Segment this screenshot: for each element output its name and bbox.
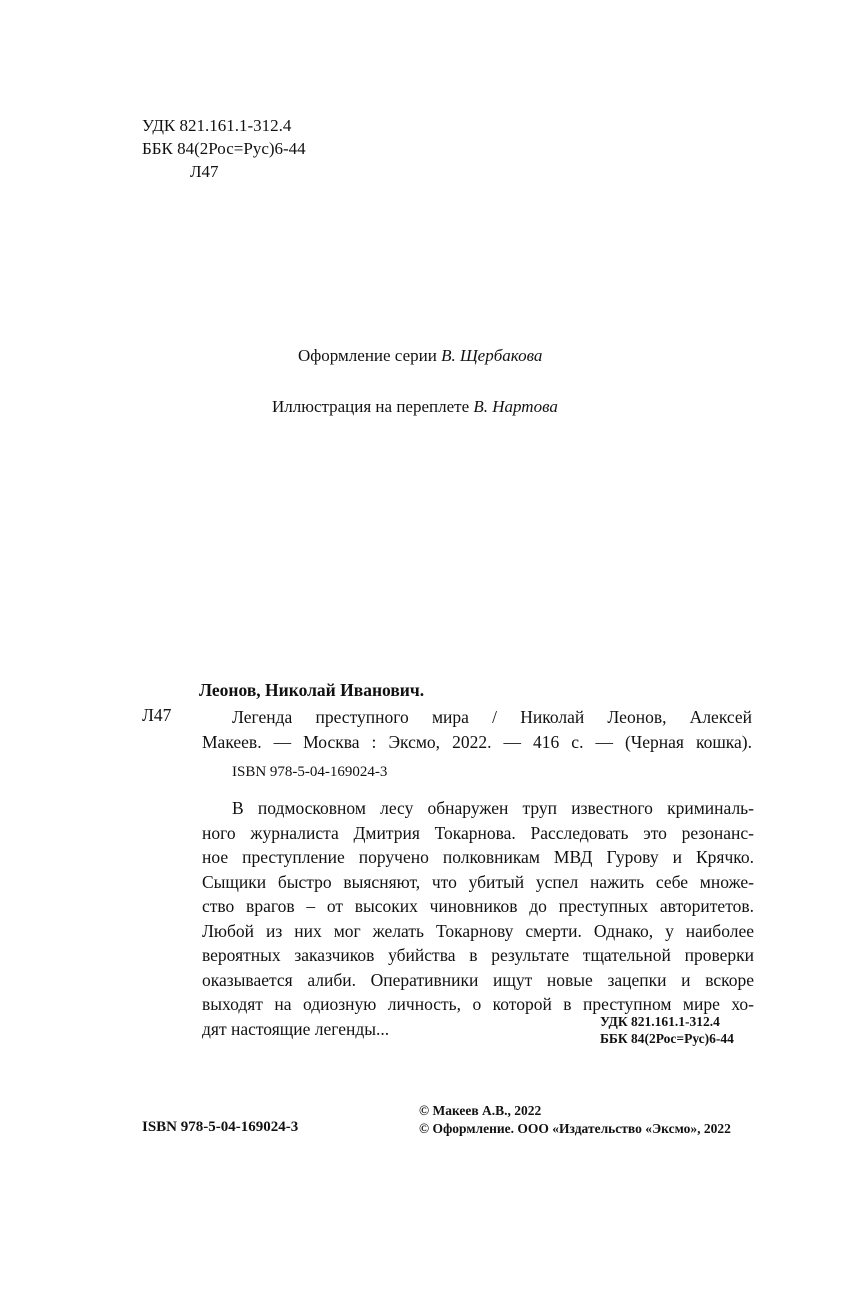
annotation-line: ного журналиста Дмитрия Токарнова. Расследовать это резонанс- <box>202 822 754 843</box>
series-designer-name: В. Щербакова <box>441 346 543 365</box>
copyright-design: © Оформление. ООО «Издательство «Эксмо», 2022 <box>419 1121 731 1136</box>
cover-illustration-label: Иллюстрация на переплете <box>272 397 474 416</box>
classification-block-bottom <box>600 1013 734 1047</box>
series-design-label: Оформление серии <box>298 346 442 365</box>
udk-code-bottom: УДК 821.161.1-312.4 <box>600 1014 720 1029</box>
bib-line: Макеев. — Москва : Эксмо, 2022. — 416 с. — (Черная кошка). <box>202 732 752 752</box>
catalog-isbn: ISBN 978-5-04-169024-3 <box>232 764 388 780</box>
annotation-line: вероятных заказчиков убийства в результате тщательной проверки <box>202 945 754 965</box>
bbk-code-bottom: ББК 84(2Рос=Рус)6-44 <box>600 1031 734 1046</box>
bibliographic-description <box>202 705 752 755</box>
catalog-author: Леонов, Николай Иванович. <box>199 680 425 700</box>
annotation-line: Сыщики быстро выясняют, что убитый успел нажить себе множе- <box>202 871 754 892</box>
bib-line: Легенда преступного мира / Николай Леонов, Алексей <box>232 707 752 727</box>
cover-illustrator-name: В. Нартова <box>473 397 558 416</box>
copyright-block <box>419 1102 731 1138</box>
series-design-credit <box>298 346 542 366</box>
footer-isbn: ISBN 978-5-04-169024-3 <box>142 1119 299 1135</box>
annotation <box>202 796 754 1041</box>
copyright-author: © Макеев А.В., 2022 <box>419 1103 542 1118</box>
annotation-line: Любой из них мог желать Токарнову смерти. Однако, у наиболее <box>202 920 754 941</box>
cover-illustration-credit <box>272 397 558 417</box>
annotation-line: ное преступление поручено полковникам МВД Гурову и Крячко. <box>202 847 754 867</box>
udk-code: УДК 821.161.1-312.4 <box>142 116 292 135</box>
annotation-line: оказывается алиби. Оперативники ищут новые зацепки и вскоре <box>202 969 754 990</box>
classification-block-top <box>142 114 306 183</box>
bbk-code: ББК 84(2Рос=Рус)6-44 <box>142 139 306 158</box>
annotation-line: ство врагов – от высоких чиновников до преступных авторитетов. <box>202 896 754 916</box>
annotation-line: выходят на одиозную личность, о которой в преступном мире хо- <box>202 994 754 1014</box>
author-mark: Л47 <box>190 162 219 181</box>
annotation-line: дят настоящие легенды... <box>202 1018 390 1039</box>
catalog-author-mark: Л47 <box>142 705 172 725</box>
annotation-line: В подмосковном лесу обнаружен труп известного криминаль- <box>232 798 754 818</box>
